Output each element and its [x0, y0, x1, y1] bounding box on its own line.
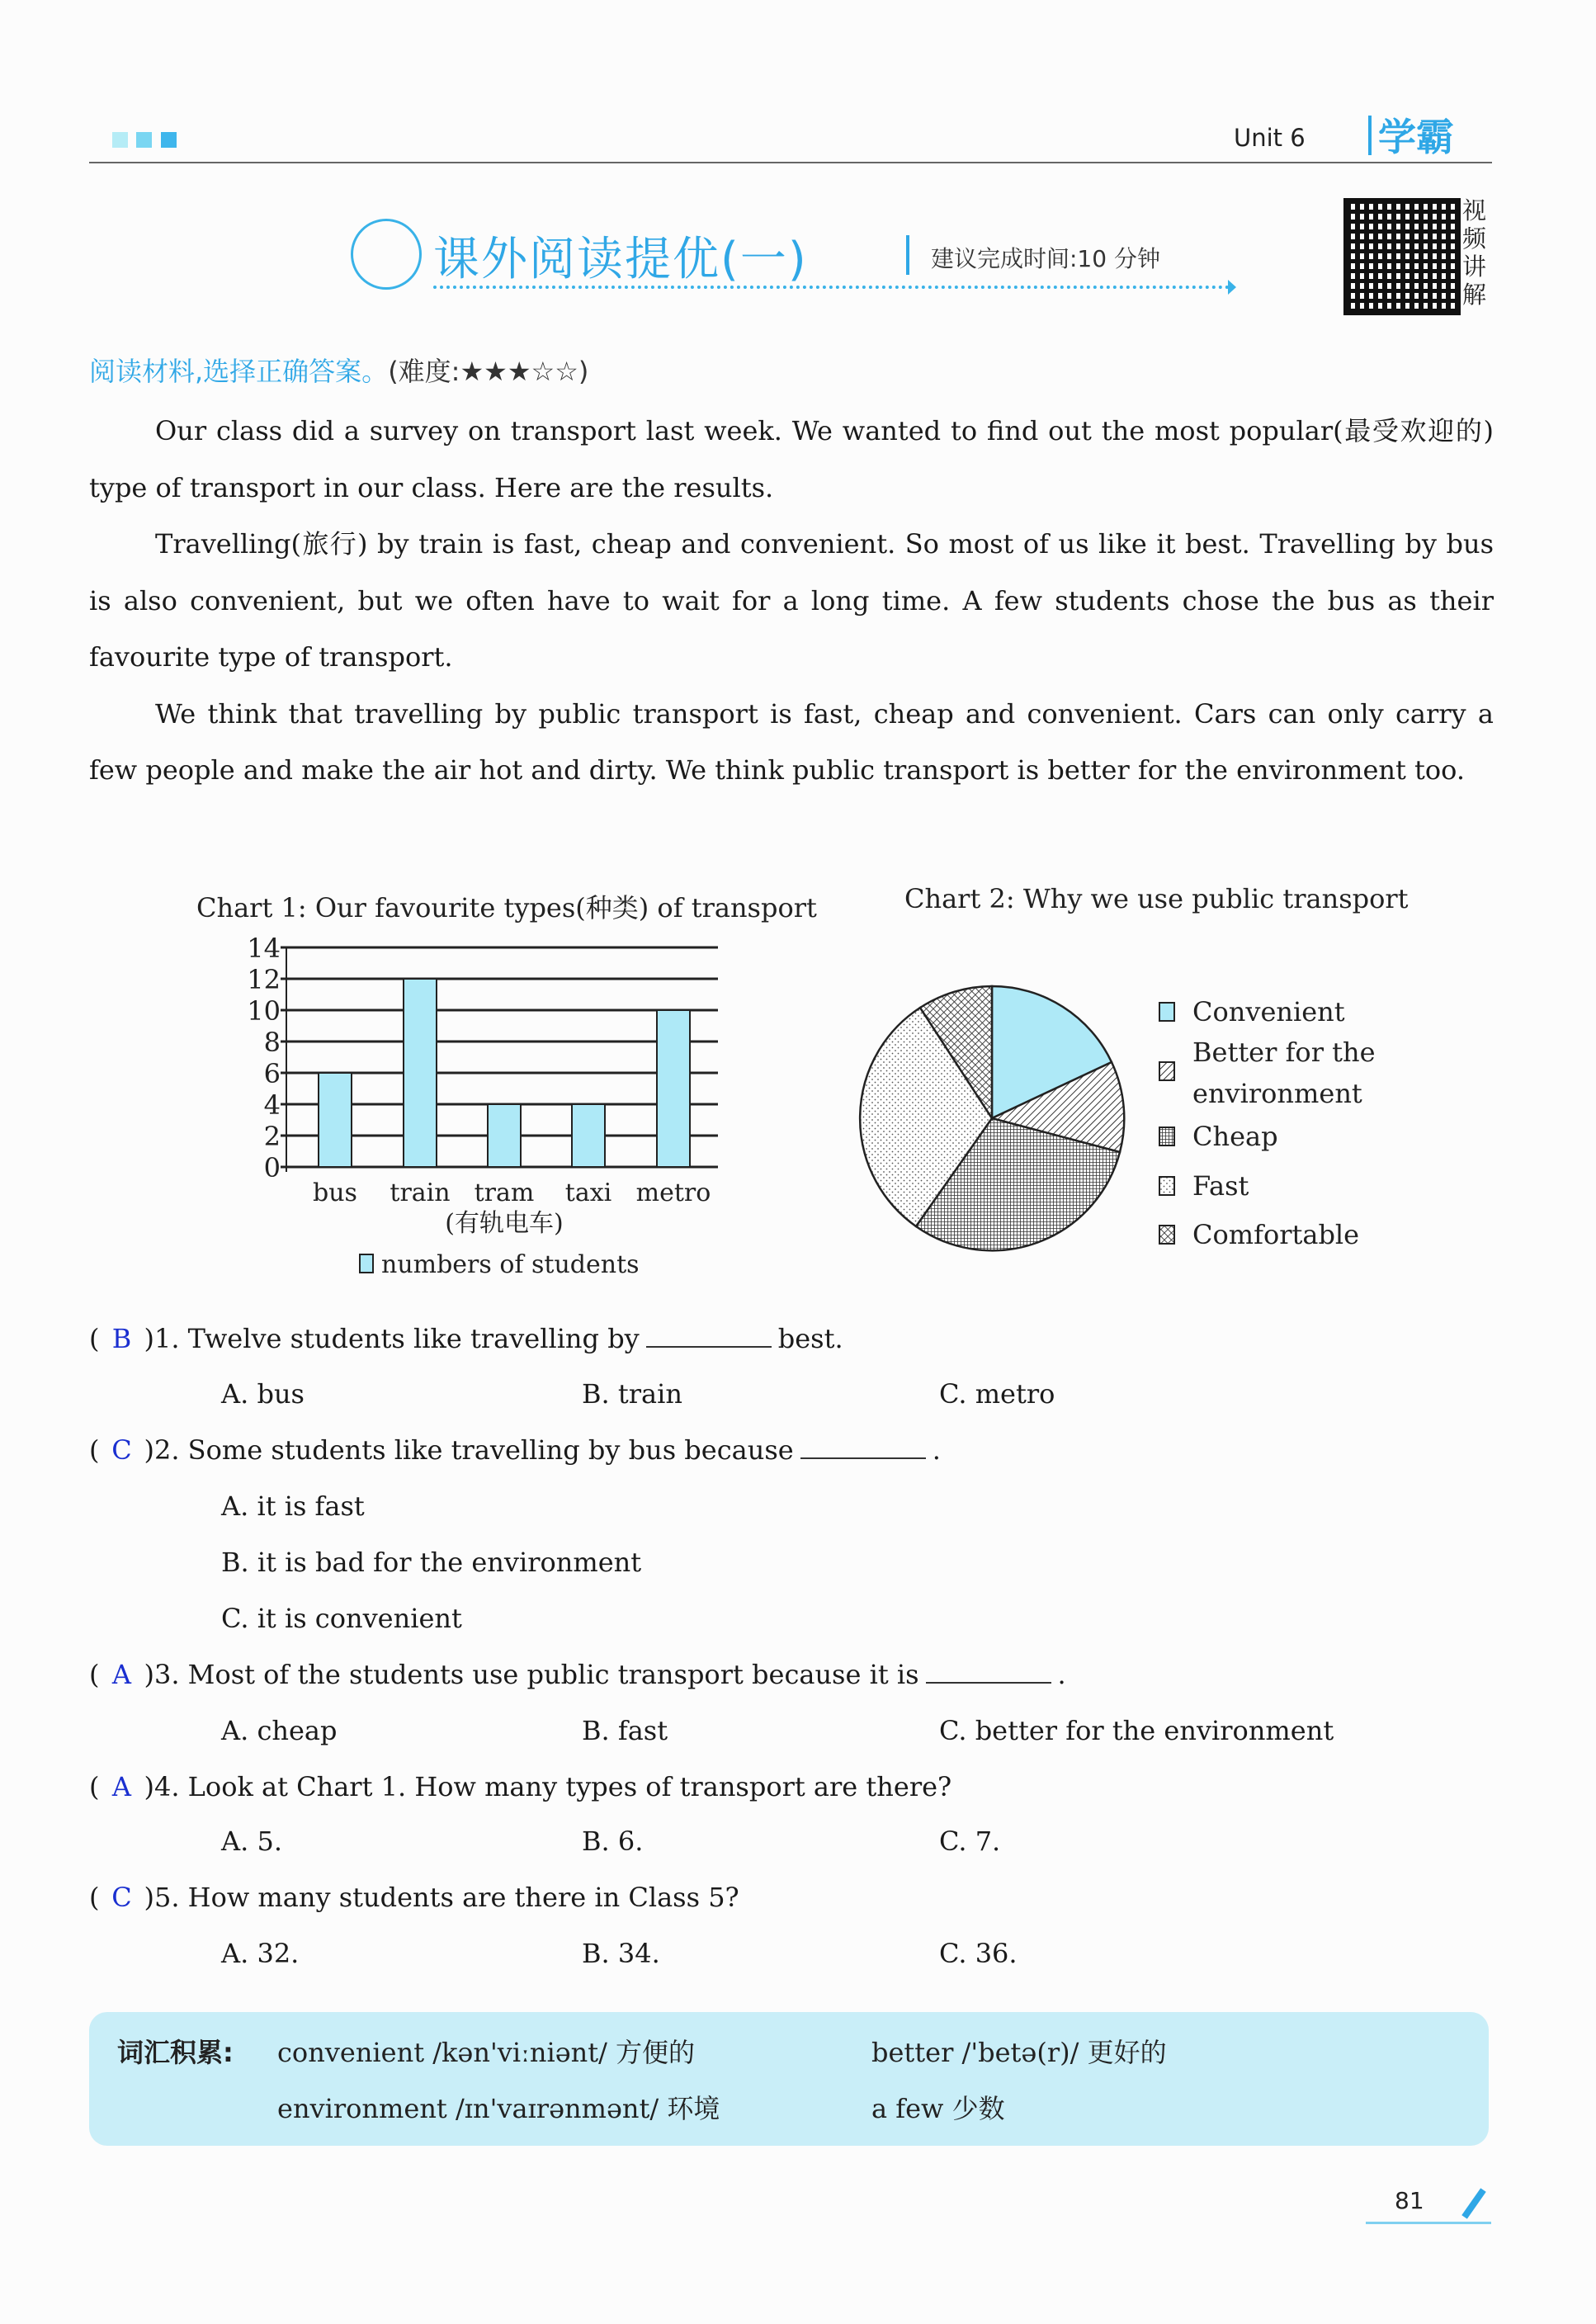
- svg-text:0: 0: [263, 1152, 281, 1183]
- svg-text:Comfortable: Comfortable: [1192, 1219, 1360, 1250]
- vocab-label: 词汇积累:: [117, 2037, 234, 2068]
- q2-option-c[interactable]: C. it is convenient: [221, 1603, 462, 1634]
- answer-blank: [800, 1454, 926, 1459]
- question-3: ( A )3. Most of the students use public transport because it is .: [89, 1659, 1066, 1690]
- answer-blank: [646, 1343, 772, 1348]
- svg-text:metro: metro: [635, 1179, 711, 1207]
- svg-text:bus: bus: [313, 1179, 357, 1207]
- header-decor-square-2: [136, 132, 152, 148]
- title-separator: [906, 235, 909, 275]
- q2-option-b[interactable]: B. it is bad for the environment: [221, 1547, 642, 1578]
- q4-option-c[interactable]: C. 7.: [939, 1826, 1001, 1857]
- passage-paragraph: Travelling(旅行) by train is fast, cheap and convenient. So most of us like it best. Travelling by bus is also convenient, but we often have to wait for a long time. A few students chose the bus as their favourite type of transport.: [89, 528, 1494, 673]
- legend-swatch: [360, 1254, 373, 1273]
- svg-text:8: 8: [263, 1027, 281, 1058]
- question-5: ( C )5. How many students are there in Class 5?: [89, 1882, 739, 1913]
- bar-chart: [231, 933, 743, 1287]
- q5-option-b[interactable]: B. 34.: [582, 1938, 660, 1969]
- unit-label: Unit 6: [1234, 124, 1306, 152]
- bar-metro: [657, 1010, 690, 1167]
- passage-paragraph: Our class did a survey on transport last week. We wanted to find out the most popular(最受欢迎的) type of transport in our class. Here are the results.: [89, 415, 1494, 503]
- question-4: ( A )4. Look at Chart 1. How many types of transport are there?: [89, 1771, 952, 1802]
- svg-text:environment: environment: [1192, 1078, 1362, 1109]
- answer-1[interactable]: B: [111, 1323, 132, 1354]
- svg-text:(有轨电车): (有轨电车): [445, 1209, 564, 1238]
- dotted-underline: [433, 286, 1230, 289]
- book-icon: [351, 219, 422, 290]
- reading-passage: [89, 403, 1494, 799]
- instruction-text: 阅读材料,选择正确答案。: [89, 356, 389, 387]
- bar-bus: [319, 1073, 352, 1167]
- page-underline: [1366, 2222, 1491, 2224]
- chart1-legend: numbers of students: [381, 1250, 640, 1279]
- chart1-title: Chart 1: Our favourite types(种类) of transport: [196, 892, 817, 923]
- svg-text:Cheap: Cheap: [1192, 1121, 1278, 1152]
- q4-option-a[interactable]: A. 5.: [221, 1826, 282, 1857]
- brand-divider: [1368, 116, 1372, 155]
- svg-text:12: 12: [247, 964, 281, 995]
- bar-tram: [488, 1104, 521, 1167]
- bar-taxi: [572, 1104, 605, 1167]
- page-title: 课外阅读提优(一): [433, 233, 808, 286]
- answer-blank: [926, 1679, 1051, 1684]
- question-1: ( B )1. Twelve students like travelling by best.: [89, 1323, 843, 1354]
- header-divider: [89, 162, 1492, 163]
- question-2: ( C )2. Some students like travelling by bus because .: [89, 1434, 941, 1466]
- q5-option-c[interactable]: C. 36.: [939, 1938, 1018, 1969]
- answer-5[interactable]: C: [111, 1882, 132, 1913]
- header-decor-square-3: [161, 132, 177, 148]
- q4-option-b[interactable]: B. 6.: [582, 1826, 644, 1857]
- video-explain-label: 视频讲解: [1462, 196, 1487, 309]
- q1-option-c[interactable]: C. metro: [939, 1378, 1055, 1410]
- svg-text:Better for the: Better for the: [1192, 1037, 1376, 1068]
- pie-legend: [1159, 996, 1376, 1250]
- svg-text:Convenient: Convenient: [1192, 996, 1345, 1027]
- svg-text:2: 2: [263, 1121, 281, 1152]
- difficulty-rating: (难度:★★★☆☆): [388, 356, 589, 387]
- svg-text:tram: tram: [474, 1179, 535, 1207]
- svg-text:train: train: [390, 1179, 451, 1207]
- chart2-title: Chart 2: Why we use public transport: [904, 883, 1409, 914]
- vocab-item: better /'betə(r)/ 更好的: [871, 2037, 1167, 2068]
- y-axis-labels: [247, 933, 281, 1183]
- q1-option-a[interactable]: A. bus: [221, 1378, 305, 1410]
- svg-text:4: 4: [263, 1089, 281, 1121]
- qr-code-icon[interactable]: [1343, 198, 1461, 315]
- vocab-item: environment /ɪn'vaɪrənmənt/ 环境: [277, 2093, 720, 2124]
- q3-option-b[interactable]: B. fast: [582, 1715, 668, 1746]
- pie-chart: [842, 974, 1378, 1271]
- instruction: [89, 351, 588, 389]
- arrow-icon: [1228, 280, 1236, 295]
- q2-option-a[interactable]: A. it is fast: [221, 1490, 365, 1522]
- svg-text:10: 10: [247, 995, 281, 1027]
- answer-3[interactable]: A: [111, 1659, 132, 1690]
- time-hint: 建议完成时间:10 分钟: [931, 245, 1160, 272]
- bar-train: [404, 979, 437, 1167]
- header-decor-square-1: [112, 132, 128, 148]
- x-axis-labels: [313, 1179, 711, 1238]
- svg-text:6: 6: [263, 1058, 281, 1089]
- q1-option-b[interactable]: B. train: [582, 1378, 682, 1410]
- q3-option-c[interactable]: C. better for the environment: [939, 1715, 1334, 1746]
- q5-option-a[interactable]: A. 32.: [221, 1938, 300, 1969]
- answer-2[interactable]: C: [111, 1434, 132, 1466]
- q3-option-a[interactable]: A. cheap: [221, 1715, 338, 1746]
- vocab-item: a few 少数: [871, 2093, 1005, 2124]
- svg-text:taxi: taxi: [564, 1179, 612, 1207]
- vocab-item: convenient /kən'viːniənt/ 方便的: [277, 2037, 696, 2068]
- svg-text:Fast: Fast: [1192, 1170, 1249, 1202]
- answer-4[interactable]: A: [111, 1771, 132, 1802]
- pencil-icon: [1461, 2188, 1485, 2218]
- svg-text:14: 14: [247, 933, 281, 964]
- passage-paragraph: We think that travelling by public transport is fast, cheap and convenient. Cars can only carry a few people and make the air hot and dirty. We think public transport is better for the environment too.: [89, 697, 1494, 786]
- page-number: 81: [1395, 2187, 1424, 2214]
- brand-logo: 学霸: [1378, 115, 1454, 159]
- pie-slices: [860, 986, 1124, 1250]
